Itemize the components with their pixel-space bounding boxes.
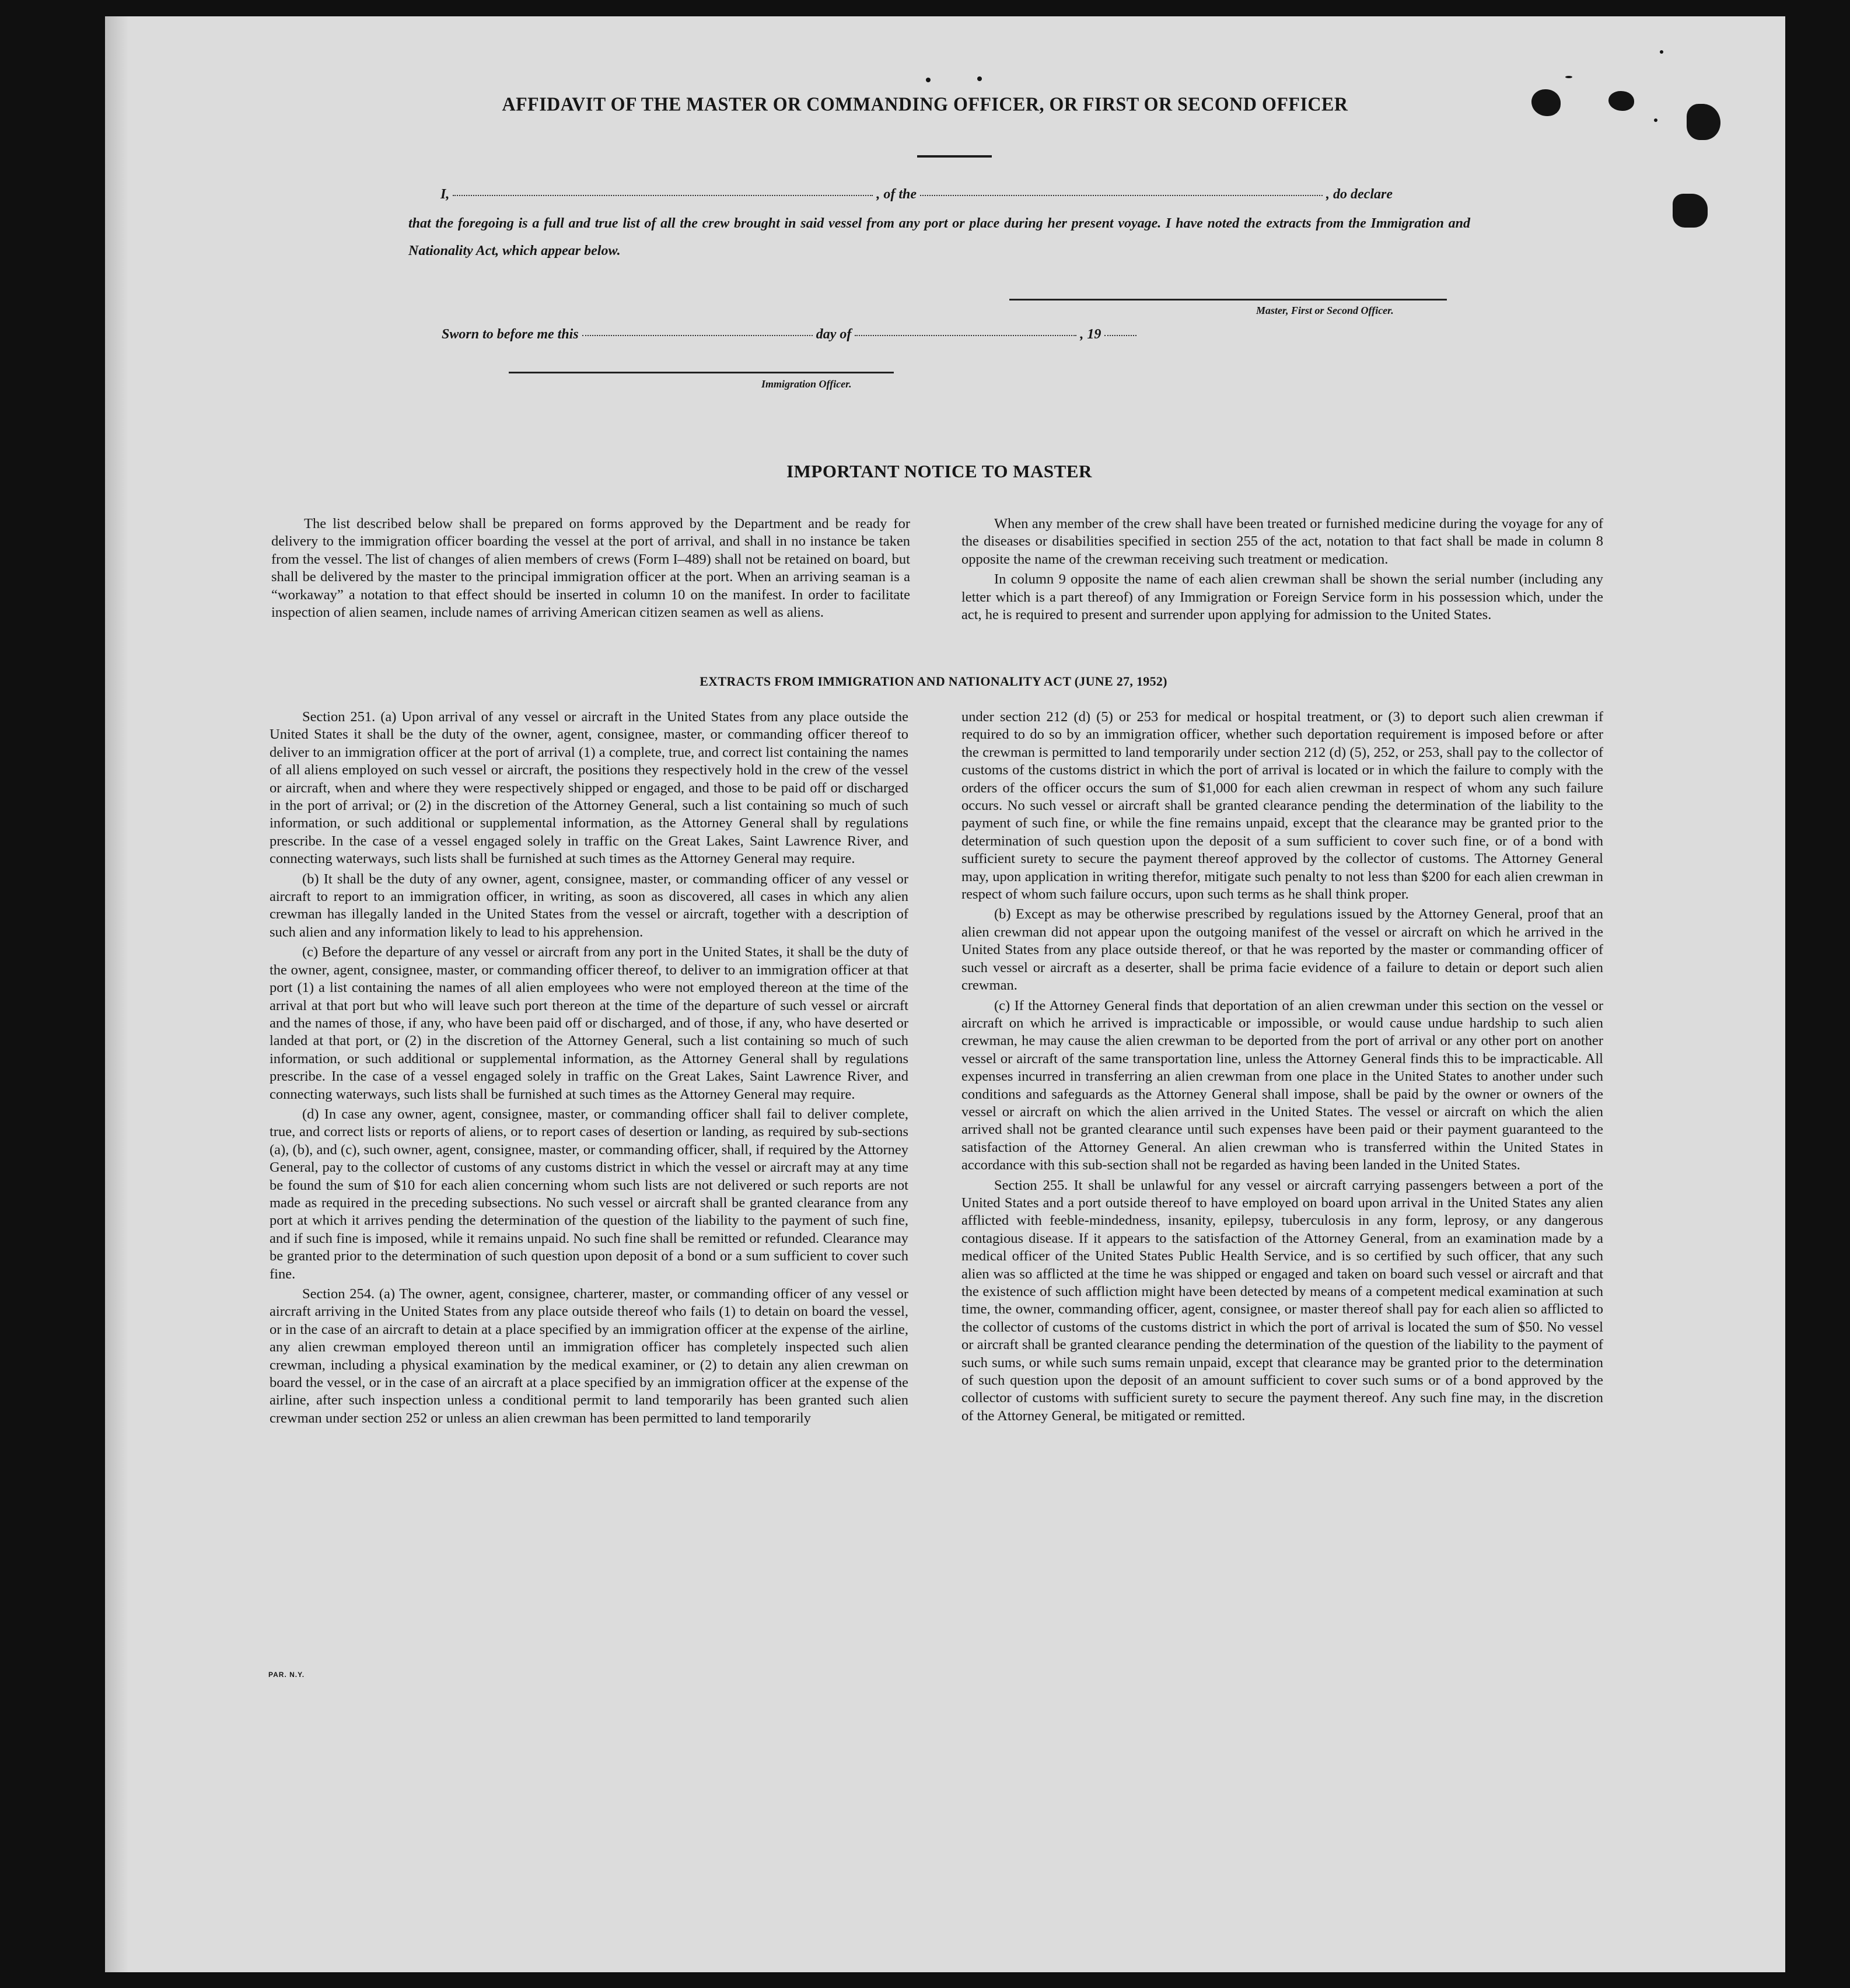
- vessel-blank[interactable]: [920, 194, 1323, 196]
- master-signature-label: Master, First or Second Officer.: [1256, 305, 1394, 316]
- declaration-mid: , of the: [876, 187, 917, 202]
- extract-paragraph: under section 212 (d) (5) or 253 for medical or hospital treatment, or (3) to deport such alien crewman if required to do so by an immigration officer, whether such deportation requirement is imposed before or after the crewman is permitted to land temporarily under section 212 (d) (5), 252, or 253, shall pay to the collector of customs of the customs district in which the port of arrival is located or in which the failure to comply with the orders of the officer occurs the sum of $1,000 for each alien crewman in respect of whom any such failure occurs. No such vessel or aircraft shall be granted clearance pending the determination of the liability to the payment of such fine, or while the fine remains unpaid, except that the clearance may be granted prior to the determination of such question upon the deposit of a sum sufficient to cover such fine, or of a bond with sufficient surety to secure the payment thereof approved by the collector of customs. The Attorney General may, upon application in writing therefor, mitigate such penalty to not less than $200 for each alien crewman in respect of whom such failure occurs, upon such terms as he shall think proper.: [961, 709, 1603, 903]
- scan-speck: [977, 76, 982, 81]
- scan-speck: [926, 78, 931, 82]
- scan-speck: [1654, 118, 1657, 122]
- officer-signature-label: Immigration Officer.: [761, 378, 852, 390]
- extract-paragraph: (d) In case any owner, agent, consignee, master, or commanding officer shall fail to deliver complete, true, and correct lists or reports of aliens, or to report cases of desertion or landing, as required by sub-sections (a), (b), and (c), such owner, agent, consignee, master, or commanding officer, shall, if required by the Attorney General, pay to the collector of customs of any customs district in which the vessel or aircraft may at any time be found the sum of $10 for each alien concerning whom such lists are not delivered or such reports are not made as required in the preceding subsections. No such vessel or aircraft shall be granted clearance from any port at which it arrives pending the determination of the question of the liability to the payment of such fine, and if such fine is imposed, while it remains unpaid. No such fine shall be remitted or refunded. Clearance may be granted prior to the determination of such question upon deposit of a bond or a sum sufficient to cover such fine.: [270, 1106, 908, 1282]
- extract-paragraph: (b) It shall be the duty of any owner, agent, consignee, master, or commanding officer of any vessel or aircraft to report to an immigration officer, in writing, as soon as discovered, all cases in which any alien crewman has illegally landed in the United States from the vessel or aircraft, together with a description of such alien and any information likely to lead to his apprehension.: [270, 871, 908, 940]
- affidavit-title: AFFIDAVIT OF THE MASTER OR COMMANDING OFFICER, OR FIRST OR SECOND OFFICER: [502, 93, 1348, 115]
- declaration-end: , do declare: [1326, 187, 1393, 202]
- sworn-day-of: day of: [816, 327, 852, 342]
- notice-left-column: [271, 515, 910, 621]
- extracts-right-column: [961, 708, 1603, 1425]
- master-signature-line[interactable]: [1009, 299, 1447, 301]
- notice-paragraph: In column 9 opposite the name of each alien crewman shall be shown the serial number (including any letter which is a part thereof) of any Immigration or Foreign Service form in his possession which, under the act, he is required to present and surrender upon applying for admission to the United States.: [961, 571, 1603, 623]
- scan-speck: [1660, 50, 1663, 54]
- extracts-title: EXTRACTS FROM IMMIGRATION AND NATIONALITY ACT (JUNE 27, 1952): [700, 674, 1167, 689]
- extract-paragraph: Section 251. (a) Upon arrival of any vessel or aircraft in the United States from any place outside the United States it shall be the duty of the owner, agent, consignee, master, or commanding officer thereof to deliver to an immigration officer at the port of arrival (1) a complete, true, and correct list containing the names of all aliens employed on such vessel or aircraft, the positions they respectively hold in the crew of the vessel or aircraft, when and where they were respectively shipped or engaged, and those to be paid off or discharged in the port of arrival; or (2) in the discretion of the Attorney General, such a list containing so much of such information, or such additional or supplemental information, as the Attorney General shall by regulations prescribe. In the case of a vessel engaged solely in traffic on the Great Lakes, Saint Lawrence River, and connecting waterways, such lists shall be furnished at such times as the Attorney General may require.: [270, 709, 908, 867]
- declaration-line: [440, 187, 1393, 202]
- ink-blot: [1673, 194, 1708, 228]
- declaration-start: I,: [440, 187, 450, 202]
- scan-speck: [1565, 76, 1572, 78]
- notice-paragraph: The list described below shall be prepared on forms approved by the Department and be ready for delivery to the immigration officer boarding the vessel at the port of arrival, and shall in no instance be taken from the vessel. The list of changes of alien members of crews (Form I–489) shall not be retained on board, but shall be delivered by the master to the principal immigration officer at the port. When an arriving seaman is a “workaway” a notation to that effect should be inserted in column 10 on the manifest. In order to facilitate inspection of alien seamen, include names of arriving American citizen seamen as well as aliens.: [271, 516, 910, 621]
- notice-title: IMPORTANT NOTICE TO MASTER: [786, 461, 1092, 481]
- sworn-month-blank[interactable]: [855, 334, 1076, 336]
- extract-paragraph: (c) If the Attorney General finds that deportation of an alien crewman under this section on the vessel or aircraft on which he arrived is impracticable or impossible, or would cause undue hardship to such alien crewman, he may cause the alien crewman to be deported from the port of arrival or any other port on another vessel or aircraft of the same transportation line, unless the Attorney General finds this to be impracticable. All expenses incurred in transferring an alien crewman from one place in the United States to another under such conditions and safeguards as the Attorney General shall impose, shall be paid by the owner or owners of the vessel or aircraft on which the alien arrived in the United States. The vessel or aircraft on which the alien arrived shall not be granted clearance until such expenses have been paid or their payment guaranteed to the satisfaction of the Attorney General. An alien crewman who is transferred within the United States in accordance with this sub-section shall not be regarded as having been landed in the United States.: [961, 997, 1603, 1173]
- officer-signature-line[interactable]: [509, 372, 894, 373]
- sworn-start: Sworn to before me this: [442, 327, 579, 342]
- sworn-line: [442, 327, 1140, 343]
- notice-paragraph: When any member of the crew shall have been treated or furnished medicine during the voyage for any of the diseases or disabilities specified in section 255 of the act, notation to that fact shall be made in column 8 opposite the name of the crewman receiving such treatment or medication.: [961, 516, 1603, 567]
- affidavit-statement: that the foregoing is a full and true list of all the crew brought in said vessel from any port or place during her present voyage. I have noted the extracts from the Immigration and Nationality Act, which appear below.: [408, 216, 1470, 258]
- sworn-year-blank[interactable]: [1104, 334, 1136, 336]
- notice-right-column: [961, 515, 1603, 624]
- title-underline: [917, 155, 992, 158]
- sworn-year: , 19: [1080, 327, 1101, 342]
- extract-paragraph: (c) Before the departure of any vessel or aircraft from any port in the United States, it shall be the duty of the owner, agent, consignee, master, or commanding officer thereof, to deliver to an immigration officer at that port (1) a list containing the names of all alien employees who were not employed thereon at the time of the arrival at that port but who will leave such port thereon at the time of the departure of such vessel or aircraft and the names of those, if any, who have been paid off or discharged, and of those, if any, who have deserted or landed at that port, or (2) in the discretion of the Attorney General, such a list containing so much of such information, or such additional or supplemental information, as the Attorney General shall by regulations prescribe. In the case of a vessel engaged solely in traffic on the Great Lakes, Saint Lawrence River, and connecting waterways, such lists shall be furnished at such times as the Attorney General may require.: [270, 944, 908, 1102]
- sworn-day-blank[interactable]: [582, 334, 813, 336]
- print-code: PAR. N.Y.: [268, 1671, 305, 1679]
- extract-paragraph: Section 255. It shall be unlawful for any vessel or aircraft carrying passengers between a port of the United States and a port outside thereof to have employed on board upon arrival in the United States any alien afflicted with feeble-mindedness, insanity, epilepsy, tuberculosis in any form, leprosy, or any dangerous contagious disease. If it appears to the satisfaction of the Attorney General, from an examination made by a medical officer of the United States Public Health Service, and is so certified by such officer, that any such alien was so afflicted at the time he was shipped or engaged and taken on board such vessel or aircraft and that the existence of such affliction might have been detected by means of a competent medical examination at such time, the owner, commanding officer, agent, consignee, or master thereof shall pay for each alien so afflicted to the collector of customs of the customs district in which the port of arrival is located the sum of $50. No vessel or aircraft shall be granted clearance pending the determination of the question of the liability to the payment of such sums, or while such sums remain unpaid, except that clearance may be granted prior to the determination of such question upon the deposit of an amount sufficient to cover such sums or of a bond approved by the collector of customs with sufficient surety to secure the payment thereof. Any such fine may, in the discretion of the Attorney General, be mitigated or remitted.: [961, 1177, 1603, 1424]
- extracts-left-column: [270, 708, 908, 1427]
- extract-paragraph: (b) Except as may be otherwise prescribed by regulations issued by the Attorney General, proof that an alien crewman did not appear upon the outgoing manifest of the vessel or aircraft on which he arrived in the United States from any place outside thereof, or that he was reported by the master or commanding officer of such vessel or aircraft as a deserter, shall be prima facie evidence of a failure to detain or deport such alien crewman.: [961, 906, 1603, 994]
- name-blank[interactable]: [453, 194, 873, 196]
- extract-paragraph: Section 254. (a) The owner, agent, consignee, charterer, master, or commanding officer of any vessel or aircraft arriving in the United States from any place outside thereof who fails (1) to detain on board the vessel, or in the case of an aircraft to detain at a place specified by an immigration officer at the expense of the airline, any alien crewman employed thereon until an immigration officer has completely inspected such alien crewman, including a physical examination by the medical examiner, or (2) to detain any alien crewman on board the vessel, or in the case of an aircraft at a place specified by an immigration officer at the expense of the airline, after such inspection unless a conditional permit to land temporarily has been granted such alien crewman under section 252 or unless an alien crewman has been permitted to land temporarily: [270, 1286, 908, 1426]
- page-edge-shadow: [105, 16, 128, 1972]
